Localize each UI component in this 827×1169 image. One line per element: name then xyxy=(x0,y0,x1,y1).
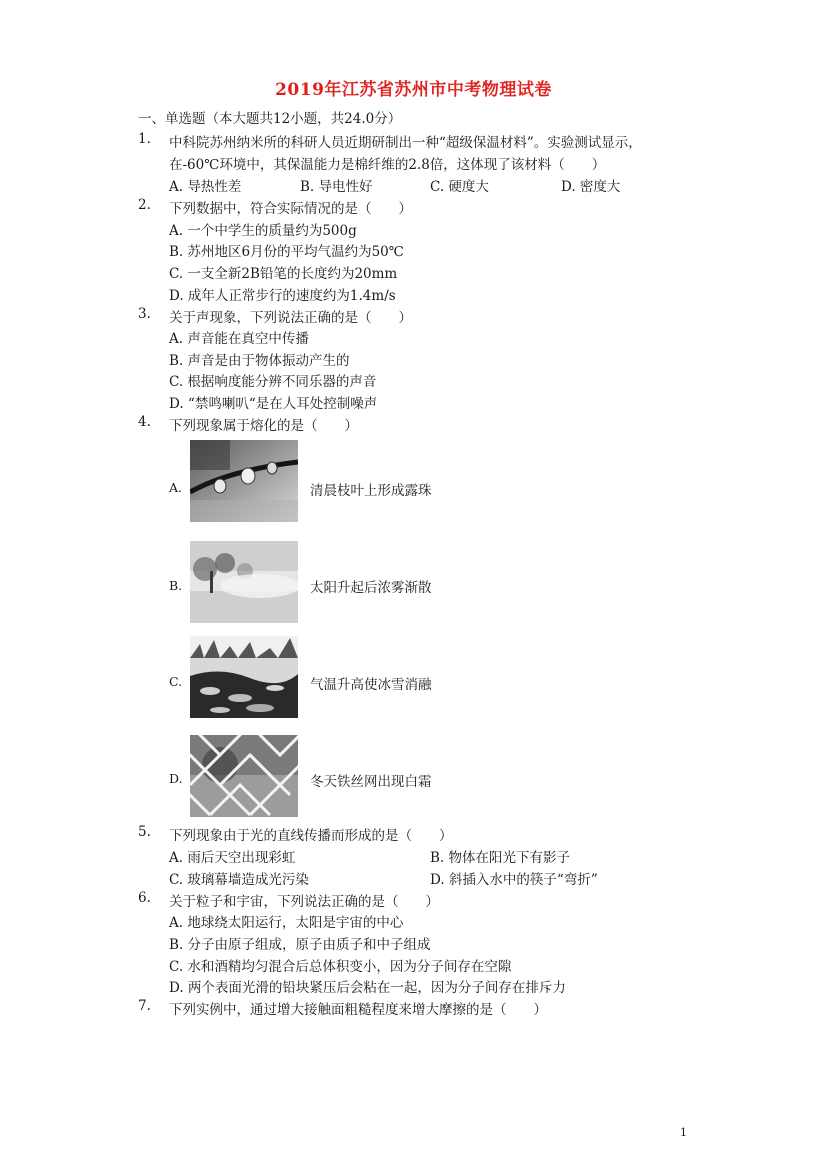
option-b: B. 分子由原子组成，原子由质子和中子组成 xyxy=(169,937,431,953)
option-d: D. 斜插入水中的筷子“弯折” xyxy=(430,872,598,888)
question-number: 4. xyxy=(138,414,151,430)
option-c-label: C. xyxy=(169,674,183,689)
option-b: B. 苏州地区6月份的平均气温约为50℃ xyxy=(169,244,404,260)
option-b: B. 导电性好 xyxy=(300,179,373,195)
option-a: A. 一个中学生的质量约为500g xyxy=(169,223,357,239)
option-c: C. 玻璃幕墙造成光污染 xyxy=(169,872,309,888)
question-stem: 下列现象属于熔化的是（ ） xyxy=(169,418,358,434)
option-c: C. 根据响度能分辨不同乐器的声音 xyxy=(169,374,377,390)
option-c-caption: 气温升高使冰雪消融 xyxy=(310,677,432,693)
option-d: D. 两个表面光滑的铅块紧压后会粘在一起，因为分子间存在排斥力 xyxy=(169,980,566,996)
option-b-label: B. xyxy=(169,578,183,593)
question-number: 3. xyxy=(138,306,151,322)
frost-mesh-photo xyxy=(190,735,298,817)
question-number: 5. xyxy=(138,824,151,840)
option-a: A. 导热性差 xyxy=(169,179,242,195)
option-d: D. “禁鸣喇叭“是在人耳处控制噪声 xyxy=(169,396,378,412)
option-a: A. 地球绕太阳运行，太阳是宇宙的中心 xyxy=(169,915,404,931)
question-number: 2. xyxy=(138,197,151,213)
option-d: D. 密度大 xyxy=(561,179,621,195)
question-number: 1. xyxy=(138,131,151,147)
option-a: A. 声音能在真空中传播 xyxy=(169,331,309,347)
option-d: D. 成年人正常步行的速度约为1.4m/s xyxy=(169,288,396,304)
question-stem: 下列实例中，通过增大接触面粗糙程度来增大摩擦的是（ ） xyxy=(169,1002,547,1018)
option-d-caption: 冬天铁丝网出现白霜 xyxy=(310,774,432,790)
option-b: B. 声音是由于物体振动产生的 xyxy=(169,353,350,369)
question-number: 6. xyxy=(138,890,151,906)
option-d-label: D. xyxy=(169,771,183,786)
section-heading: 一、单选题（本大题共12小题，共24.0分） xyxy=(138,111,402,127)
melting-snow-photo xyxy=(190,636,298,718)
question-number: 7. xyxy=(138,998,151,1014)
question-stem: 关于粒子和宇宙，下列说法正确的是（ ） xyxy=(169,894,439,910)
page-number: 1 xyxy=(680,1126,687,1139)
option-a: A. 雨后天空出现彩虹 xyxy=(169,850,296,866)
option-a-label: A. xyxy=(169,480,183,495)
dew-photo xyxy=(190,440,298,522)
option-b-caption: 太阳升起后浓雾渐散 xyxy=(310,580,432,596)
question-stem: 下列现象由于光的直线传播而形成的是（ ） xyxy=(169,828,453,844)
option-a-caption: 清晨枝叶上形成露珠 xyxy=(310,483,432,499)
question-stem: 关于声现象，下列说法正确的是（ ） xyxy=(169,310,412,326)
option-c: C. 水和酒精均匀混合后总体积变小，因为分子间存在空隙 xyxy=(169,959,512,975)
question-stem-line: 中科院苏州纳米所的科研人员近期研制出一种“超级保温材料”。实验测试显示， xyxy=(169,135,642,151)
question-stem-line: 在-60℃环境中，其保温能力是棉纤维的2.8倍，这体现了该材料（ ） xyxy=(169,157,606,173)
question-stem: 下列数据中，符合实际情况的是（ ） xyxy=(169,201,412,217)
page-title: 2019年江苏省苏州市中考物理试卷 xyxy=(275,80,552,100)
option-c: C. 硬度大 xyxy=(430,179,489,195)
option-c: C. 一支全新2B铅笔的长度约为20mm xyxy=(169,266,398,282)
fog-photo xyxy=(190,541,298,623)
option-b: B. 物体在阳光下有影子 xyxy=(430,850,571,866)
